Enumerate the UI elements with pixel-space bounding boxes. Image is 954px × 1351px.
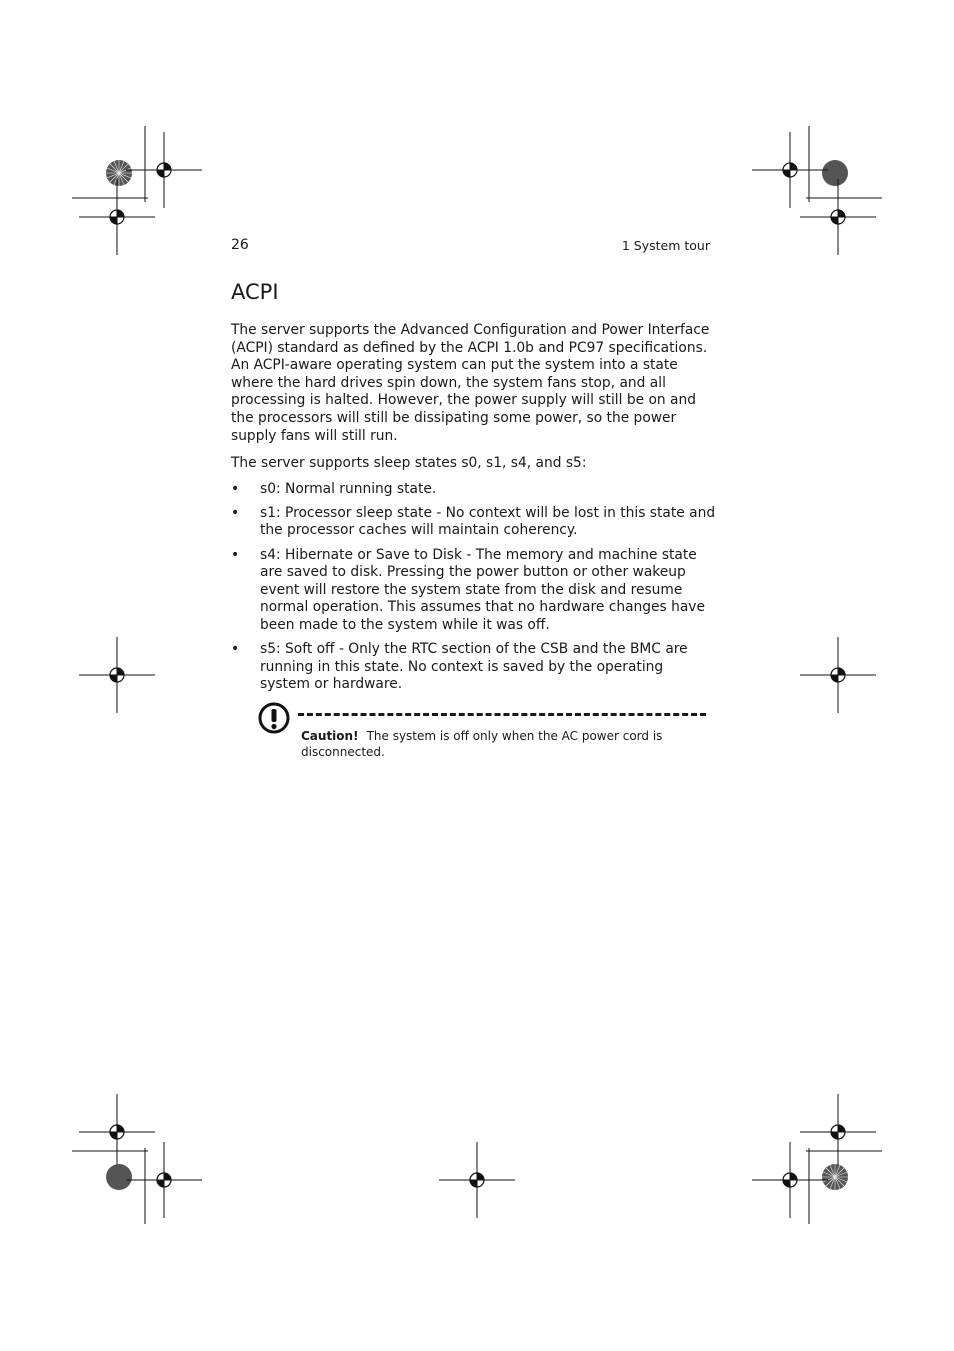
list-item-text: s1: Processor sleep state - No context will be lost in this state and the processor caches will maintain coherency. (260, 504, 716, 539)
caution-exclamation-icon (258, 702, 290, 734)
bottom-right-reg-mark-b (752, 1142, 828, 1218)
top-left-star-mark (106, 160, 132, 186)
bottom-left-reg-mark-b (126, 1142, 202, 1218)
bottom-right-reg-mark-a (800, 1094, 876, 1170)
caution-label: Caution! (301, 728, 359, 743)
bullet-glyph: • (231, 641, 240, 657)
bullet-glyph: • (231, 504, 240, 521)
list-item-text: s0: Normal running state. (260, 480, 437, 497)
bottom-center-reg-mark (439, 1142, 515, 1218)
sleep-states-list (231, 481, 716, 694)
caution-message: The system is off only when the AC power cord is disconnected. (301, 728, 663, 759)
mid-right-reg-mark (800, 637, 876, 713)
top-left-reg-mark-a (126, 132, 202, 208)
list-item (231, 481, 716, 499)
running-header-chapter: 1 System tour (621, 238, 710, 253)
caution-note (258, 702, 716, 766)
list-item-text: s4: Hibernate or Save to Disk - The memory and machine state are saved to disk. Pressing the power button or other wakeup event will restore the system state from the disk and resume normal operation. This assumes that no hardware changes have been made to the system while it was off. (260, 546, 705, 633)
intro-paragraph: The server supports the Advanced Configuration and Power Interface (ACPI) standard as defined by the ACPI 1.0b and PC97 specifications. An ACPI-aware operating system can put the system into a state where the hard drives spin down, the system fans stop, and all processing is halted. However, the power supply will still be on and the processors will still be dissipating some power, so the power supply fans will still run. (231, 322, 710, 444)
top-right-reg-mark-b (800, 179, 876, 255)
list-item (231, 547, 716, 635)
list-item-text: s5: Soft off - Only the RTC section of the CSB and the BMC are running in this state. No context is saved by the operating system or hardware. (260, 641, 688, 693)
bottom-left-reg-mark-a (79, 1094, 155, 1170)
main-content (231, 278, 716, 766)
page-number: 26 (231, 237, 249, 253)
mid-left-reg-mark (79, 637, 155, 713)
top-left-reg-mark-b (79, 179, 155, 255)
bottom-right-star-mark (822, 1164, 848, 1190)
list-item (231, 505, 716, 540)
sleep-states-intro: The server supports sleep states s0, s1, s4, and s5: (231, 455, 587, 472)
bullet-glyph: • (231, 480, 240, 497)
caution-divider (298, 713, 706, 716)
top-right-reg-mark-a (752, 132, 828, 208)
top-right-dot-mark (822, 160, 848, 186)
list-item (231, 641, 716, 694)
bullet-glyph: • (231, 546, 240, 563)
caution-text (301, 728, 691, 760)
bottom-left-dot-mark (106, 1164, 132, 1190)
section-title: ACPI (231, 280, 279, 304)
